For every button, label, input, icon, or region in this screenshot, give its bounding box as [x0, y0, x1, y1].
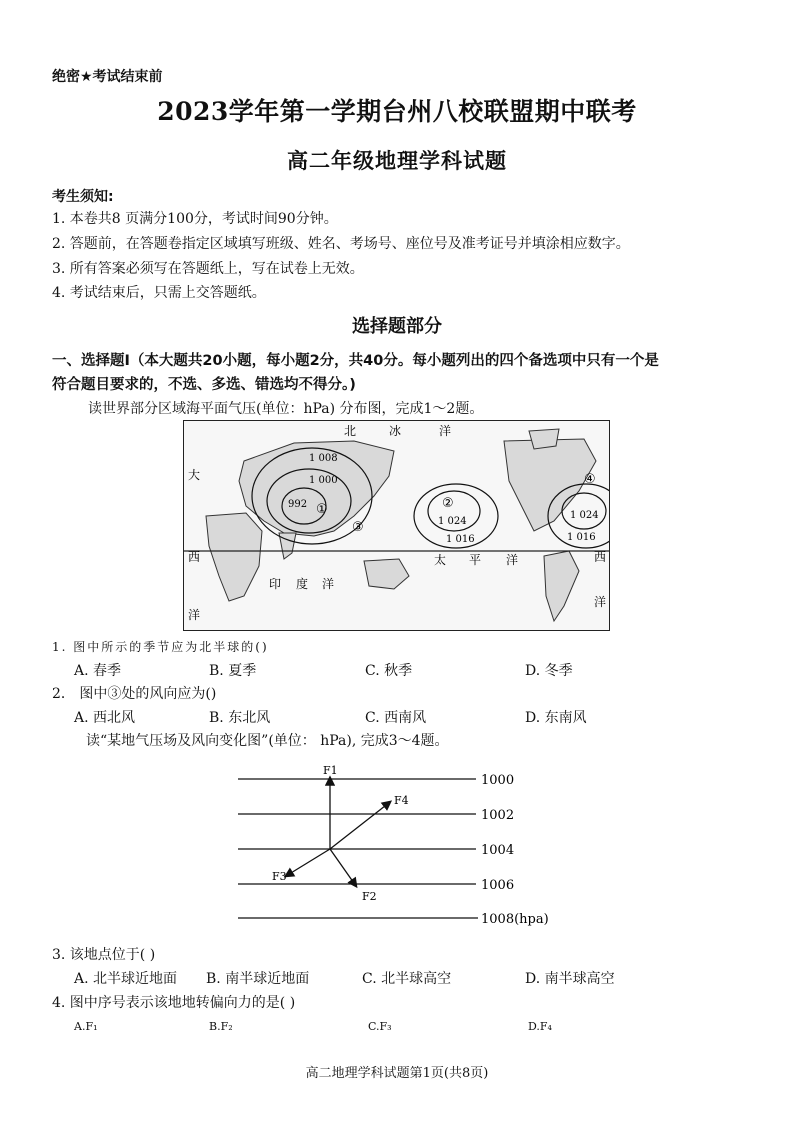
force-f3-label: F3 — [272, 870, 287, 883]
atlantic-label-mid: 西 — [188, 550, 201, 564]
exam-title: 2023学年第一学期台州八校联盟期中联考 — [157, 97, 637, 126]
isobar-value: 1008(hpa) — [481, 912, 549, 927]
q1-option-d[interactable]: D. 冬季 — [525, 663, 573, 679]
force-f4-label: F4 — [394, 794, 409, 807]
q2-option-a[interactable]: A. 西北风 — [74, 710, 136, 726]
isobar-label: 1 024 — [570, 510, 599, 521]
part-instructions-line2: 符合题目要求的，不选、多选、错选均不得分。) — [52, 377, 356, 393]
south-america-landmass — [544, 551, 579, 621]
isobar-value: 1002 — [481, 808, 515, 823]
isobar-label: 1 008 — [309, 453, 338, 464]
question-4-stem: 4. 图中序号表示该地地转偏向力的是( ) — [52, 995, 296, 1011]
pacific-label: 洋 — [506, 553, 519, 567]
east-ocean-label: 洋 — [594, 595, 607, 609]
greenland-landmass — [529, 429, 559, 449]
atlantic-label-top: 大 — [188, 468, 201, 482]
part-instructions-line1: 一、选择题I（本大题共20小题，每小题2分，共40分。每小题列出的四个备选项中只有一个是 — [52, 353, 659, 369]
isobar-label: 992 — [288, 499, 308, 510]
indian-label: 度 — [296, 577, 309, 591]
isobar-label: 1 024 — [438, 516, 467, 527]
force-f2-arrow — [330, 849, 356, 886]
isobar-label: 1 016 — [567, 532, 596, 543]
part-instructions — [52, 349, 752, 397]
q4-option-c[interactable]: C.F₃ — [368, 1020, 392, 1033]
east-west-label: 西 — [594, 550, 607, 564]
marker-4: ④ — [584, 472, 596, 487]
note-item: 3. 所有答案必须写在答题纸上，写在试卷上无效。 — [52, 261, 364, 277]
q4-option-b[interactable]: B.F₂ — [209, 1020, 233, 1033]
map-intro: 读世界部分区域海平面气压(单位：hPa) 分布图，完成1～2题。 — [88, 401, 484, 417]
pressure-wind-diagram — [238, 758, 568, 937]
q2-option-c[interactable]: C. 西南风 — [365, 710, 427, 726]
diagram-intro: 读“某地气压场及风向变化图”(单位： hPa), 完成3～4题。 — [86, 733, 449, 749]
isobar-label: 1 000 — [309, 475, 338, 486]
page-footer: 高二地理学科试题第1页(共8页) — [305, 1066, 489, 1081]
q2-option-b[interactable]: B. 东北风 — [209, 710, 271, 726]
pacific-label: 太 — [434, 553, 447, 567]
question-2-stem: 2． 图中③处的风向应为() — [52, 686, 217, 702]
atlantic-label-bottom: 洋 — [188, 608, 201, 622]
note-item: 4. 考试结束后，只需上交答题纸。 — [52, 285, 266, 301]
question-3-stem: 3. 该地点位于( ) — [52, 947, 156, 963]
isobar-value: 1006 — [481, 878, 515, 893]
indian-label: 印 — [269, 577, 282, 591]
marker-1: ① — [316, 502, 328, 517]
australia-landmass — [364, 559, 409, 589]
q3-option-b[interactable]: B. 南半球近地面 — [206, 971, 310, 987]
force-f4-arrow — [330, 802, 390, 849]
q4-option-a[interactable]: A.F₁ — [74, 1020, 98, 1033]
marker-2: ② — [442, 496, 454, 511]
indian-label: 洋 — [322, 577, 335, 591]
note-item: 2. 答题前，在答题卷指定区域填写班级、姓名、考场号、座位号及准考证号并填涂相应数字。 — [52, 236, 630, 252]
arctic-label: 冰 — [389, 424, 402, 438]
q1-option-a[interactable]: A. 春季 — [74, 663, 122, 679]
exam-subtitle: 高二年级地理学科试题 — [287, 148, 507, 173]
africa-landmass — [206, 513, 262, 601]
q1-option-c[interactable]: C. 秋季 — [365, 663, 413, 679]
arctic-label: 洋 — [439, 424, 452, 438]
section-title: 选择题部分 — [352, 316, 442, 337]
world-pressure-map — [183, 420, 610, 631]
isobar-label: 1 016 — [446, 534, 475, 545]
isobar-value: 1000 — [481, 773, 515, 788]
q2-option-d[interactable]: D. 东南风 — [525, 710, 587, 726]
question-1-stem: 1. 图中所示的季节应为北半球的() — [52, 640, 269, 654]
pacific-label: 平 — [469, 553, 482, 567]
note-item: 1. 本卷共8 页满分100分，考试时间90分钟。 — [52, 211, 338, 227]
marker-3: ③ — [352, 520, 364, 535]
isobar-value: 1004 — [481, 843, 515, 858]
q1-option-b[interactable]: B. 夏季 — [209, 663, 257, 679]
notes-title: 考生须知: — [52, 189, 114, 205]
q4-option-d[interactable]: D.F₄ — [528, 1020, 552, 1033]
force-f1-label: F1 — [323, 764, 338, 777]
arctic-label: 北 — [344, 424, 357, 438]
q3-option-c[interactable]: C. 北半球高空 — [362, 971, 452, 987]
q3-option-d[interactable]: D. 南半球高空 — [525, 971, 615, 987]
q3-option-a[interactable]: A. 北半球近地面 — [74, 971, 178, 987]
force-f2-label: F2 — [362, 890, 377, 903]
confidential-label: 绝密★考试结束前 — [52, 69, 163, 85]
force-f3-arrow — [286, 849, 330, 876]
